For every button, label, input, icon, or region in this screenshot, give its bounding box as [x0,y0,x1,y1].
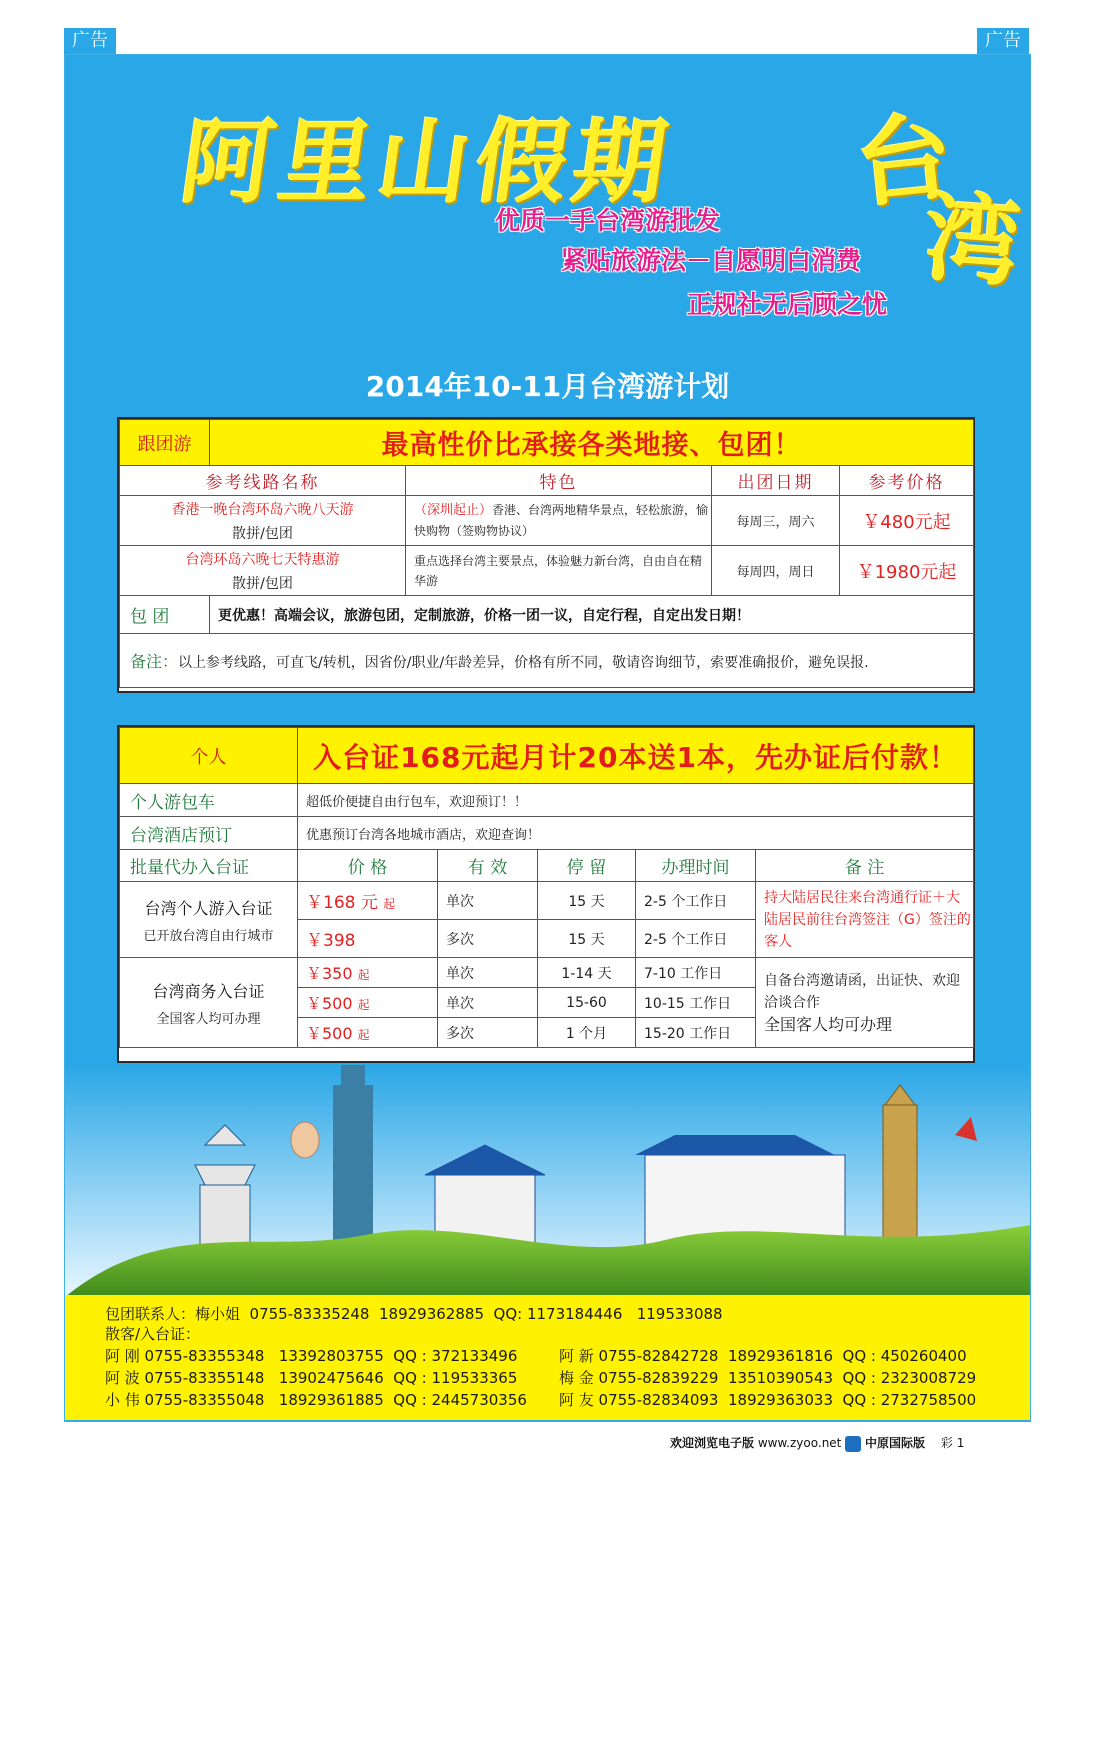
col-feature: 特色 [406,466,712,496]
group-headline: 最高性价比承接各类地接、包团！ [210,420,974,466]
hotel-label: 台湾酒店预订 [120,817,298,850]
col-date: 出团日期 [712,466,840,496]
taipei-101-tower [333,1085,373,1255]
personal-headline: 入台证168元起月计20本送1本，先办证后付款！ [298,728,974,784]
charter-label: 包 团 [120,596,210,634]
col-stay: 停 留 [538,850,636,882]
contact-right-3: 阿 友 0755-82834093 18929363033 QQ : 2732758500 [559,1391,977,1409]
col-price: 参考价格 [840,466,974,496]
contact-section [65,1305,1030,1757]
ad-tag-left: 广告 [64,28,116,54]
route-feature: （深圳起止）香港、台湾两地精华景点，轻松旅游，愉快购物（签购物协议） [406,496,712,546]
brand-title-tai: 台 [850,99,958,222]
contact-right-1: 阿 新 0755-82842728 18929361816 QQ : 450260400 [559,1347,967,1365]
slogan-1: 优质一手台湾游批发 [495,206,721,235]
individual-permit-title: 台湾个人游入台证 已开放台湾自由行城市 [120,882,298,958]
individual-permit-note: 持大陆居民往来台湾通行证＋大陆居民前往台湾签注（G）签注的客人 [756,882,974,958]
car-label: 个人游包车 [120,784,298,817]
plan-title: 2014年10-11月台湾游计划 [365,370,730,403]
permit-stay: 15-60 [538,988,636,1018]
contact-left-1: 阿 刚 0755-83355348 13392803755 QQ : 372133496 [105,1347,518,1365]
business-permit-title: 台湾商务入台证 全国客人均可办理 [120,958,298,1048]
permit-time: 10-15 工作日 [636,988,756,1018]
permit-price: ￥398 [298,920,438,958]
route-row [120,496,974,546]
permit-time: 2-5 个工作日 [636,920,756,958]
brand-title-wan: 湾 [920,180,1025,301]
individual-contact-label: 散客/入台证： [105,1325,201,1343]
route-name: 台湾环岛六晚七天特惠游 散拼/包团 [120,546,406,596]
permit-header: 批量代办入台证 [120,850,298,882]
permit-valid: 多次 [438,1018,538,1048]
permit-valid: 多次 [438,920,538,958]
brand-title: 阿里山假期 [174,108,680,216]
route-price: ￥1980元起 [840,546,974,596]
group-note: 备注：以上参考线路，可直飞/转机，因省份/职业/年龄差异，价格有所不同，敬请咨询细节，索要准确报价，避免误报. [120,634,974,688]
taiwan-landmarks-illustration [65,1065,1030,1297]
permit-stay: 1 个月 [538,1018,636,1048]
group-tour-box [117,417,975,693]
route-name: 香港一晚台湾环岛六晚八天游 散拼/包团 [120,496,406,546]
permit-stay: 15 天 [538,882,636,920]
route-date: 每周三，周六 [712,496,840,546]
ad-tag-right: 广告 [977,28,1029,54]
personal-box [117,725,975,1063]
slogan-3: 正规社无后顾之忧 [687,290,888,319]
page-footer: 欢迎浏览电子版 www.zyoo.net 中原国际版 彩 1 [670,1436,965,1450]
hot-air-balloon [291,1122,319,1158]
permit-stay: 15 天 [538,920,636,958]
permit-time: 15-20 工作日 [636,1018,756,1048]
permit-price: ￥500 起 [298,988,438,1018]
route-price: ￥480元起 [840,496,974,546]
permit-time: 2-5 个工作日 [636,882,756,920]
contact-panel [65,1295,1030,1420]
slogan-2: 紧贴旅游法－自愿明白消费 [561,246,862,275]
group-label: 跟团游 [120,420,210,466]
route-row [120,546,974,596]
hotel-text: 优惠预订台湾各地城市酒店，欢迎查询！ [298,817,974,850]
contact-left-2: 阿 波 0755-83355148 13902475646 QQ : 119533365 [105,1369,518,1387]
ad-page [64,54,1031,1422]
business-permit-note: 自备台湾邀请函，出证快、欢迎洽谈合作 全国客人均可办理 [756,958,974,1048]
col-route: 参考线路名称 [120,466,406,496]
permit-valid: 单次 [438,882,538,920]
group-contact: 包团联系人：梅小姐 0755-83335248 18929362885 QQ: 1173184446 119533088 [105,1305,723,1323]
permit-valid: 单次 [438,988,538,1018]
permit-stay: 1-14 天 [538,958,636,988]
permit-price: ￥350 起 [298,958,438,988]
contact-right-2: 梅 金 0755-82839229 13510390543 QQ : 2323008729 [559,1369,977,1387]
contact-left-3: 小 伟 0755-83355048 18929361885 QQ : 2445730356 [105,1391,527,1409]
permit-valid: 单次 [438,958,538,988]
route-feature: 重点选择台湾主要景点，体验魅力新台湾，自由自在精华游 [406,546,712,596]
permit-price: ￥500 起 [298,1018,438,1048]
permit-time: 7-10 工作日 [636,958,756,988]
route-date: 每周四，周日 [712,546,840,596]
permit-price: ￥168 元 起 [298,882,438,920]
col-valid: 有 效 [438,850,538,882]
col-note: 备 注 [756,850,974,882]
col-price: 价 格 [298,850,438,882]
car-text: 超低价便捷自由行包车，欢迎预订！！ [298,784,974,817]
personal-label: 个人 [120,728,298,784]
charter-text: 更优惠！高端会议，旅游包团，定制旅游，价格一团一议，自定行程，自定出发日期！ [210,596,974,634]
blue-logo-icon [845,1436,861,1452]
col-time: 办理时间 [636,850,756,882]
